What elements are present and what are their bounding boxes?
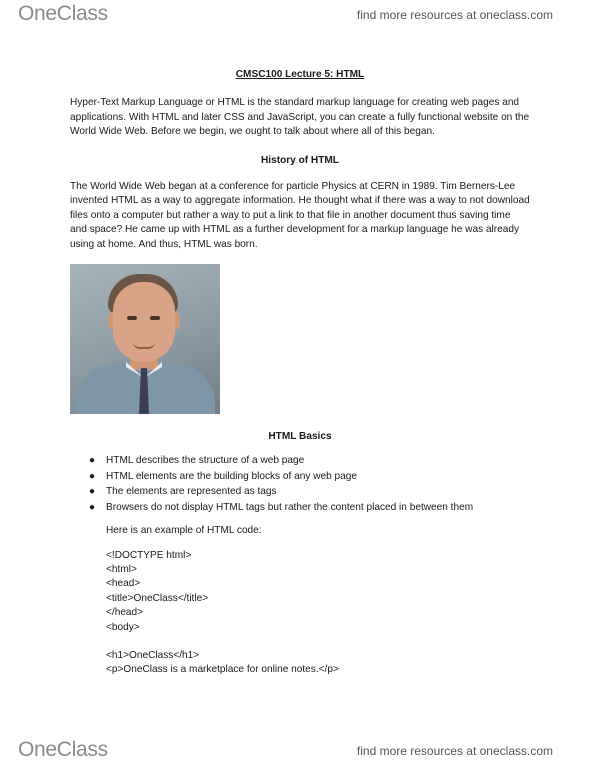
list-item: ● Browsers do not display HTML tags but rather the content placed in between them (106, 501, 530, 515)
code-line: </head> (106, 607, 144, 619)
list-item: ● The elements are represented as tags (106, 485, 530, 499)
history-paragraph: The World Wide Web began at a conference for particle Physics at CERN in 1989. Tim Berners-Lee invented HTML as a way to aggregate information. He thought what if there was a way to not download files onto a computer but rather a way to put a link to that file in another document thus saving time and space? He came up with HTML as a further development for a markup language he was already using at home. And thus, HTML was born. (70, 181, 530, 250)
basics-heading: HTML Basics (268, 431, 332, 443)
code-line: <title>OneClass</title> (106, 592, 209, 604)
code-line: <html> (106, 564, 137, 575)
oneclass-logo[interactable]: OneClass (18, 2, 108, 25)
code-line: <body> (106, 621, 140, 633)
intro-paragraph: Hyper-Text Markup Language or HTML is the standard markup language for creating web pages and applications. With HTML and later CSS and JavaScript, you can create a fully functional website on the World Wide Web. Before we begin, we ought to talk about where all of this began. (70, 97, 530, 138)
code-line: <head> (106, 578, 141, 590)
example-intro: Here is an example of HTML code: (106, 525, 262, 537)
basics-list (70, 454, 530, 515)
list-item: ● HTML describes the structure of a web page (106, 454, 530, 468)
header-bar (0, 0, 595, 30)
footer-bar (0, 736, 595, 766)
code-line: <!DOCTYPE html> (106, 549, 192, 561)
footer-tagline-link[interactable]: find more resources at oneclass.com (356, 744, 553, 758)
oneclass-logo[interactable]: OneClass (18, 738, 108, 761)
code-line: <p>OneClass is a marketplace for online notes.</p> (106, 664, 339, 676)
bullet-icon: ● (89, 486, 96, 498)
bullet-icon: ● (89, 470, 96, 482)
code-line: <h1>OneClass</h1> (106, 650, 200, 662)
code-blank-line (106, 635, 530, 649)
bullet-icon: ● (89, 501, 96, 513)
list-item: ● HTML elements are the building blocks of any web page (106, 470, 530, 484)
document-body (70, 68, 530, 678)
history-heading: History of HTML (261, 154, 339, 166)
code-example (70, 549, 530, 678)
bullet-icon: ● (89, 455, 96, 467)
header-tagline-link[interactable]: find more resources at oneclass.com (356, 8, 553, 22)
portrait-photo (70, 264, 220, 414)
document-title: CMSC100 Lecture 5: HTML (235, 69, 365, 80)
